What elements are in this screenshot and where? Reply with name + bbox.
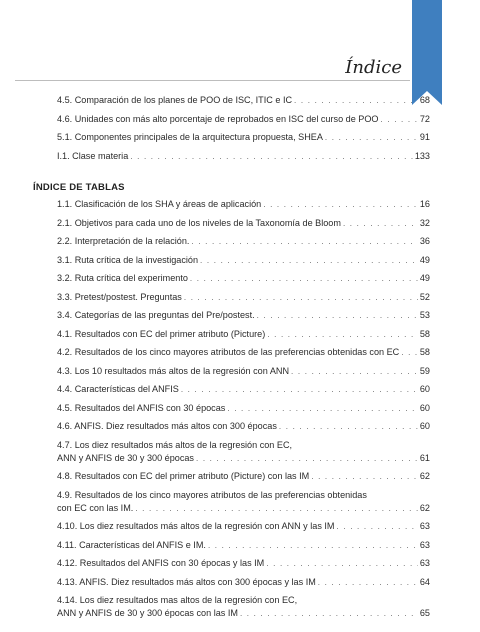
toc-entry-title: 4.11. Características del ANFIS e IM.	[57, 539, 206, 550]
toc-entry-title: 4.8. Resultados con EC del primer atributo (Picture) con las IM	[57, 471, 310, 481]
toc-entry-page: 64	[419, 576, 430, 587]
toc-entry[interactable]	[57, 150, 430, 163]
toc-entry[interactable]	[57, 402, 430, 415]
toc-entry-title: 4.10. Los diez resultados más altos de la regresión con ANN y las IM	[57, 521, 335, 531]
toc-entry-page: 16	[419, 199, 430, 209]
toc-entry-page: 61	[419, 452, 430, 463]
page-title: Índice	[345, 57, 402, 78]
toc-entry-page: 68	[419, 95, 430, 105]
toc-entry-page: 133	[414, 150, 430, 161]
toc-entry-page: 53	[419, 310, 430, 320]
dot-leader	[196, 452, 418, 465]
toc-entry[interactable]	[57, 539, 430, 552]
dot-leader	[337, 520, 418, 533]
toc-entry-title: 3.4. Categorías de las preguntas del Pre/postest.	[57, 310, 255, 320]
toc-entry[interactable]	[57, 217, 430, 230]
toc-entry[interactable]	[57, 439, 430, 465]
toc-entry[interactable]	[57, 489, 430, 515]
toc-entry-title: 4.2. Resultados de los cinco mayores atributos de las preferencias obtenidas con EC	[57, 347, 400, 357]
toc-entry[interactable]	[57, 365, 430, 378]
toc-entry[interactable]	[57, 557, 430, 570]
tables-list	[57, 198, 430, 626]
toc-entry-title: 4.13. ANFIS. Diez resultados más altos con 300 épocas y las IM	[57, 576, 316, 587]
toc-entry-title: 3.2. Ruta crítica del experimento	[57, 273, 188, 283]
toc-entry-title: 4.12. Resultados del ANFIS con 30 épocas y las IM	[57, 558, 265, 568]
toc-entry-title: ANN y ANFIS de 30 y 300 épocas	[57, 452, 194, 463]
dot-leader	[267, 328, 418, 341]
dot-leader	[401, 346, 418, 359]
toc-entry-page: 60	[419, 402, 430, 413]
dot-leader	[343, 217, 418, 230]
toc-entry-title: 4.5. Comparación de los planes de POO de ISC, ITIC e IC	[57, 95, 293, 105]
toc-entry-title: 2.2. Interpretación de la relación.	[57, 236, 190, 246]
toc-entry-title: 3.1. Ruta crítica de la investigación	[57, 254, 199, 265]
dot-leader	[257, 309, 418, 322]
toc-entry[interactable]	[57, 328, 430, 341]
toc-entry[interactable]	[57, 198, 430, 211]
dot-leader	[263, 198, 418, 211]
toc-entry-title: 2.1. Objetivos para cada uno de los niveles de la Taxonomía de Bloom	[57, 217, 341, 228]
toc-entry[interactable]	[57, 291, 430, 304]
toc-entry-page: 52	[419, 291, 430, 302]
toc-entry-title: 4.14. Los diez resultados mas altos de la regresión con EC,	[57, 595, 298, 605]
dot-leader	[266, 557, 418, 570]
toc-entry-page: 63	[419, 558, 430, 568]
toc-entry-page: 62	[419, 471, 430, 481]
toc-entry-title: I.1. Clase materia	[57, 150, 129, 161]
toc-entry[interactable]	[57, 383, 430, 396]
toc-entry-title: 5.1. Componentes principales de la arquitectura propuesta, SHEA	[57, 132, 323, 142]
dot-leader	[200, 254, 418, 267]
toc-entry[interactable]	[57, 576, 430, 589]
toc-entry-title: 4.6. Unidades con más alto porcentaje de reprobados en ISC del curso de POO	[57, 113, 379, 124]
dot-leader	[191, 235, 417, 248]
toc-entry-title: 4.4. Características del ANFIS	[57, 384, 179, 394]
dot-leader	[130, 150, 413, 163]
tables-heading: ÍNDICE DE TABLAS	[33, 182, 125, 193]
dot-leader	[311, 470, 418, 483]
dot-leader	[184, 291, 418, 304]
toc-entry[interactable]	[57, 254, 430, 267]
toc-entry-page: 60	[419, 421, 430, 431]
toc-entry-page: 65	[419, 608, 430, 618]
toc-entry[interactable]	[57, 272, 430, 285]
toc-entry-title: 4.3. Los 10 resultados más altos de la regresión con ANN	[57, 365, 290, 376]
dot-leader	[190, 272, 418, 285]
toc-entry-title: 4.1. Resultados con EC del primer atributo (Picture)	[57, 328, 266, 339]
toc-entry-page: 60	[419, 384, 430, 394]
toc-entry-page: 36	[419, 236, 430, 246]
toc-entry[interactable]	[57, 594, 430, 620]
toc-entry[interactable]	[57, 131, 430, 144]
dot-leader	[240, 607, 418, 620]
dot-leader	[294, 94, 418, 107]
figures-list	[57, 94, 430, 168]
toc-entry[interactable]	[57, 520, 430, 533]
dot-leader	[227, 402, 418, 415]
toc-entry[interactable]	[57, 470, 430, 483]
dot-leader	[325, 131, 418, 144]
toc-entry[interactable]	[57, 113, 430, 126]
dot-leader	[318, 576, 418, 589]
toc-entry-page: 72	[419, 113, 430, 124]
toc-entry-title: 4.7. Los diez resultados más altos de la regresión con EC,	[57, 439, 293, 450]
dot-leader	[279, 420, 418, 433]
toc-entry[interactable]	[57, 94, 430, 107]
toc-entry[interactable]	[57, 420, 430, 433]
toc-entry-title: 1.1. Clasificación de los SHA y áreas de aplicación	[57, 199, 262, 209]
bookmark-ribbon	[412, 0, 442, 91]
toc-entry-title: ANN y ANFIS de 30 y 300 épocas con las IM	[57, 608, 238, 618]
dot-leader	[181, 383, 418, 396]
toc-entry-page: 49	[419, 254, 430, 265]
dot-leader	[381, 113, 418, 126]
toc-entry-page: 58	[419, 347, 430, 357]
toc-entry-page: 63	[419, 521, 430, 531]
toc-entry-page: 32	[419, 217, 430, 228]
toc-entry-page: 63	[419, 539, 430, 550]
toc-entry-title: 3.3. Pretest/postest. Preguntas	[57, 291, 182, 302]
toc-entry-title: con EC con las IM.	[57, 502, 134, 513]
dot-leader	[135, 502, 418, 515]
toc-entry-page: 59	[419, 365, 430, 376]
dot-leader	[208, 539, 418, 552]
toc-entry-page: 91	[419, 132, 430, 142]
dot-leader	[291, 365, 418, 378]
toc-entry-title: 4.9. Resultados de los cinco mayores atributos de las preferencias obtenidas	[57, 489, 367, 500]
toc-entry-title: 4.5. Resultados del ANFIS con 30 épocas	[57, 402, 226, 413]
toc-entry-page: 58	[419, 328, 430, 339]
toc-entry-title: 4.6. ANFIS. Diez resultados más altos con 300 épocas	[57, 421, 277, 431]
toc-entry[interactable]	[57, 235, 430, 248]
toc-entry-page: 62	[419, 502, 430, 513]
toc-entry-page: 49	[419, 273, 430, 283]
toc-entry[interactable]	[57, 309, 430, 322]
title-divider	[15, 80, 410, 81]
toc-entry[interactable]	[57, 346, 430, 359]
